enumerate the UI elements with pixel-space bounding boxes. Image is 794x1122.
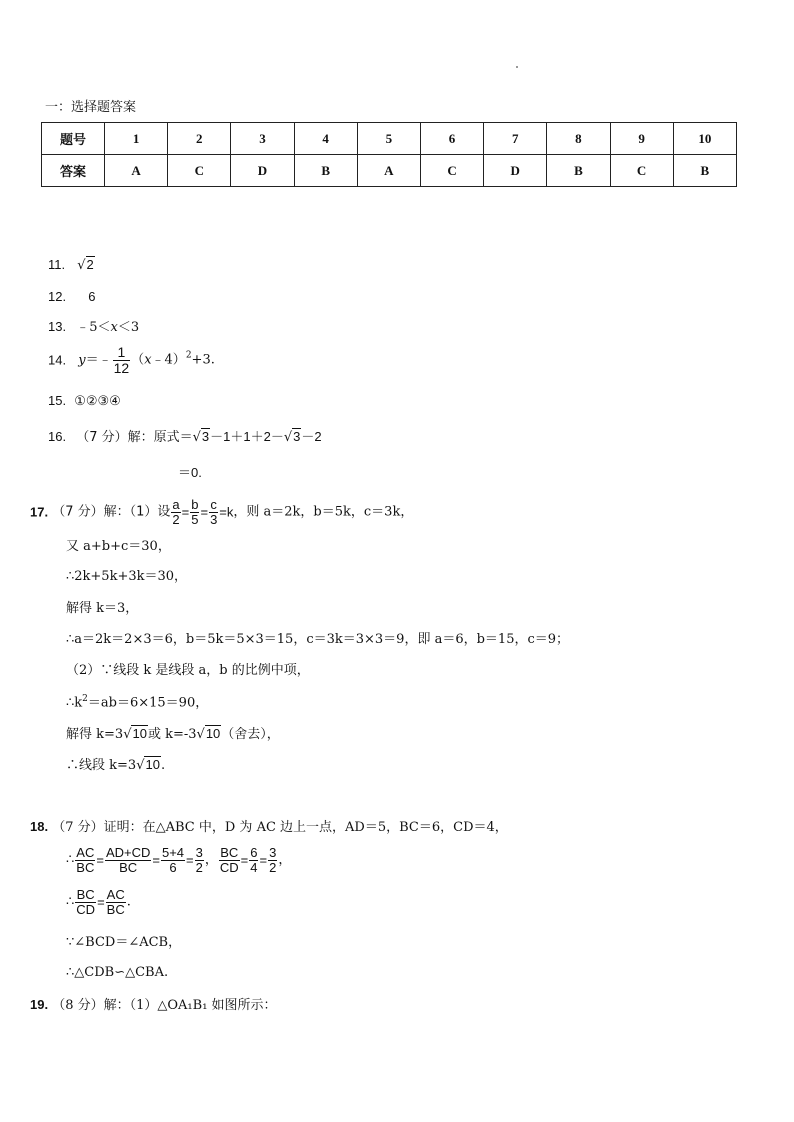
line-prefix: 解得 k=3 xyxy=(66,727,124,742)
answer-17-line-2: 又 a+b+c＝30， xyxy=(66,539,171,554)
fraction-bc-cd xyxy=(219,846,240,874)
table-row-answers xyxy=(42,155,737,187)
denominator: 5 xyxy=(191,511,199,527)
table-cell: 4 xyxy=(294,123,357,155)
inequality-left: ﹣5＜ xyxy=(76,320,111,335)
solution-label: （7 分）解：（1）设 xyxy=(52,504,171,520)
sqrt-10: √10 xyxy=(196,726,221,742)
answer-17-line-4: 解得 k＝3， xyxy=(66,601,139,616)
fraction-9-6 xyxy=(161,846,185,874)
line-middle: 或 k=-3 xyxy=(147,727,197,742)
denominator: CD xyxy=(219,859,239,875)
question-number: 19. xyxy=(30,997,49,1012)
answer-14 xyxy=(48,345,215,375)
answer-13 xyxy=(48,320,139,334)
answer-text: 6 xyxy=(88,289,96,304)
answer-text: ①②③④ xyxy=(74,394,121,409)
denominator: BC xyxy=(119,859,138,875)
solution-label: （7 分）解：原式＝ xyxy=(76,430,193,445)
radicand: 3 xyxy=(293,429,301,444)
question-number: 15. xyxy=(48,393,67,408)
table-cell: C xyxy=(610,155,673,187)
numerator: BC xyxy=(76,887,95,902)
exponent: 2 xyxy=(185,350,192,361)
proof-statement: （7 分）证明：在△ABC 中，D 为 AC 边上一点，AD＝5，BC＝6，CD＝4， xyxy=(52,820,508,835)
radicand: 3 xyxy=(201,429,210,444)
denominator: 4 xyxy=(250,859,258,875)
fraction-b-5 xyxy=(190,498,199,526)
answer-12 xyxy=(48,290,95,304)
period: . xyxy=(126,894,131,910)
sqrt-expression: √2 xyxy=(77,257,94,273)
answer-16 xyxy=(48,430,322,444)
radicand: 10 xyxy=(145,757,160,772)
line-prefix: ∴线段 k=3 xyxy=(66,758,137,773)
equals-k: =k xyxy=(219,504,234,520)
sqrt-3: √3 xyxy=(283,429,301,445)
numerator: 3 xyxy=(269,845,277,860)
numerator: 5+4 xyxy=(161,845,185,860)
answer-17-line-7 xyxy=(66,695,208,709)
question-number: 12. xyxy=(48,289,67,304)
equals: = xyxy=(259,852,268,868)
numerator: 6 xyxy=(250,845,258,860)
variable-x: x xyxy=(144,352,152,368)
paren-rest: ﹣4） xyxy=(151,352,186,368)
row-header-answer: 答案 xyxy=(42,155,105,187)
scan-dot xyxy=(516,66,518,68)
answer-17-line-9 xyxy=(66,758,165,772)
table-cell: A xyxy=(105,155,168,187)
denominator: 2 xyxy=(195,859,203,875)
denominator: 6 xyxy=(169,859,177,875)
question-number: 14. xyxy=(48,352,67,368)
question-number: 11. xyxy=(48,257,66,272)
then-clause: ，则 a＝2k，b＝5k，c＝3k， xyxy=(233,504,414,520)
table-cell: B xyxy=(294,155,357,187)
denominator: BC xyxy=(106,901,125,917)
table-cell: 2 xyxy=(168,123,231,155)
answer-17-line-3: ∴2k+5k+3k＝30， xyxy=(66,569,188,584)
answer-15 xyxy=(48,394,121,408)
line-rest: . xyxy=(160,758,166,773)
radicand: 2 xyxy=(86,257,94,272)
row-header-number: 题号 xyxy=(42,123,105,155)
equals: = xyxy=(96,852,104,868)
answer-19 xyxy=(30,998,277,1012)
solution-statement: （8 分）解：（1）△OA₁B₁ 如图所示： xyxy=(52,998,277,1013)
answer-18-line-3 xyxy=(66,888,131,916)
sqrt-3: √3 xyxy=(192,429,210,445)
answer-table xyxy=(41,122,737,187)
equals: = xyxy=(152,852,160,868)
therefore-symbol: ∴ xyxy=(66,894,75,910)
answer-18-line-5: ∴△CDB∽△CBA. xyxy=(66,965,169,980)
comma: ， xyxy=(204,852,218,868)
fraction-adcd-bc xyxy=(105,846,151,874)
answer-11 xyxy=(48,258,95,272)
fraction-a-2 xyxy=(171,498,180,526)
radicand: 10 xyxy=(132,726,147,741)
table-cell: D xyxy=(484,155,547,187)
fraction-ac-bc xyxy=(75,846,95,874)
fraction-3-2 xyxy=(195,846,204,874)
table-cell: B xyxy=(673,155,736,187)
denominator: BC xyxy=(76,859,95,875)
denominator: 2 xyxy=(269,859,277,875)
numerator: c xyxy=(210,497,217,512)
table-cell: D xyxy=(231,155,294,187)
paren-open: （ xyxy=(131,352,145,368)
answer-18-line-1 xyxy=(30,820,508,834)
denominator: 2 xyxy=(172,511,180,527)
comma: ， xyxy=(278,852,292,868)
table-cell: 5 xyxy=(357,123,420,155)
table-row-numbers xyxy=(42,123,737,155)
numerator: 3 xyxy=(195,845,203,860)
sqrt-10: √10 xyxy=(136,757,160,773)
fraction-1-12 xyxy=(113,345,131,375)
question-number: 16. xyxy=(48,429,67,444)
denominator: 3 xyxy=(210,511,218,527)
line-rest: ＝ab＝6×15＝90， xyxy=(87,695,209,711)
fraction-c-3 xyxy=(209,498,218,526)
numerator: b xyxy=(191,497,199,512)
answer-16-result: ＝0. xyxy=(178,465,202,480)
table-cell: 8 xyxy=(547,123,610,155)
numerator: AC xyxy=(76,845,95,860)
tail: +3. xyxy=(191,352,215,368)
inequality-right: ＜3 xyxy=(117,320,140,335)
table-cell: C xyxy=(420,155,483,187)
answer-17-line-1 xyxy=(30,498,413,526)
line-rest: （舍去）， xyxy=(221,727,280,742)
expression-end: －2 xyxy=(301,429,322,444)
equals: = xyxy=(186,852,194,868)
equals: = xyxy=(181,504,190,520)
section-title: 一：选择题答案 xyxy=(45,100,137,115)
numerator: 1 xyxy=(113,345,131,361)
table-cell: A xyxy=(357,155,420,187)
answer-18-line-4: ∵∠BCD＝∠ACB， xyxy=(66,935,182,950)
equals: = xyxy=(97,894,105,910)
table-cell: B xyxy=(547,155,610,187)
variable-x: x xyxy=(110,320,118,335)
sqrt-10: √10 xyxy=(123,726,147,742)
therefore-symbol: ∴ xyxy=(66,852,75,868)
answer-17-line-5: ∴a＝2k＝2×3＝6，b＝5k＝5×3＝15，c＝3k＝3×3＝9，即 a＝6，b＝15，c＝9； xyxy=(66,632,570,647)
numerator: a xyxy=(172,497,180,512)
numerator: AD+CD xyxy=(105,845,151,860)
table-cell: 6 xyxy=(420,123,483,155)
table-cell: 10 xyxy=(673,123,736,155)
variable-y: y xyxy=(78,352,86,368)
equals-minus: ＝﹣ xyxy=(85,352,112,368)
answer-17-line-6: （2）∵线段 k 是线段 a，b 的比例中项， xyxy=(66,663,310,678)
question-number: 13. xyxy=(48,319,67,334)
denominator: CD xyxy=(76,901,96,917)
answer-17-line-8 xyxy=(66,727,280,741)
fraction-3-2 xyxy=(268,846,277,874)
question-number: 18. xyxy=(30,819,49,834)
radicand: 10 xyxy=(205,726,221,741)
table-cell: 7 xyxy=(484,123,547,155)
equals: = xyxy=(240,852,249,868)
table-cell: 9 xyxy=(610,123,673,155)
question-number: 17. xyxy=(30,504,49,520)
line-prefix: ∴k xyxy=(66,695,83,711)
equals: = xyxy=(200,504,209,520)
table-cell: 3 xyxy=(231,123,294,155)
answer-18-line-2 xyxy=(66,846,291,874)
denominator: 12 xyxy=(113,359,130,376)
table-cell: C xyxy=(168,155,231,187)
exponent: 2 xyxy=(82,694,88,704)
fraction-bc-cd xyxy=(75,888,96,916)
fraction-6-4 xyxy=(249,846,258,874)
table-cell: 1 xyxy=(105,123,168,155)
expression-middle: －1＋1＋2－ xyxy=(210,429,284,444)
numerator: BC xyxy=(220,845,239,860)
fraction-ac-bc xyxy=(106,888,126,916)
numerator: AC xyxy=(106,887,125,902)
